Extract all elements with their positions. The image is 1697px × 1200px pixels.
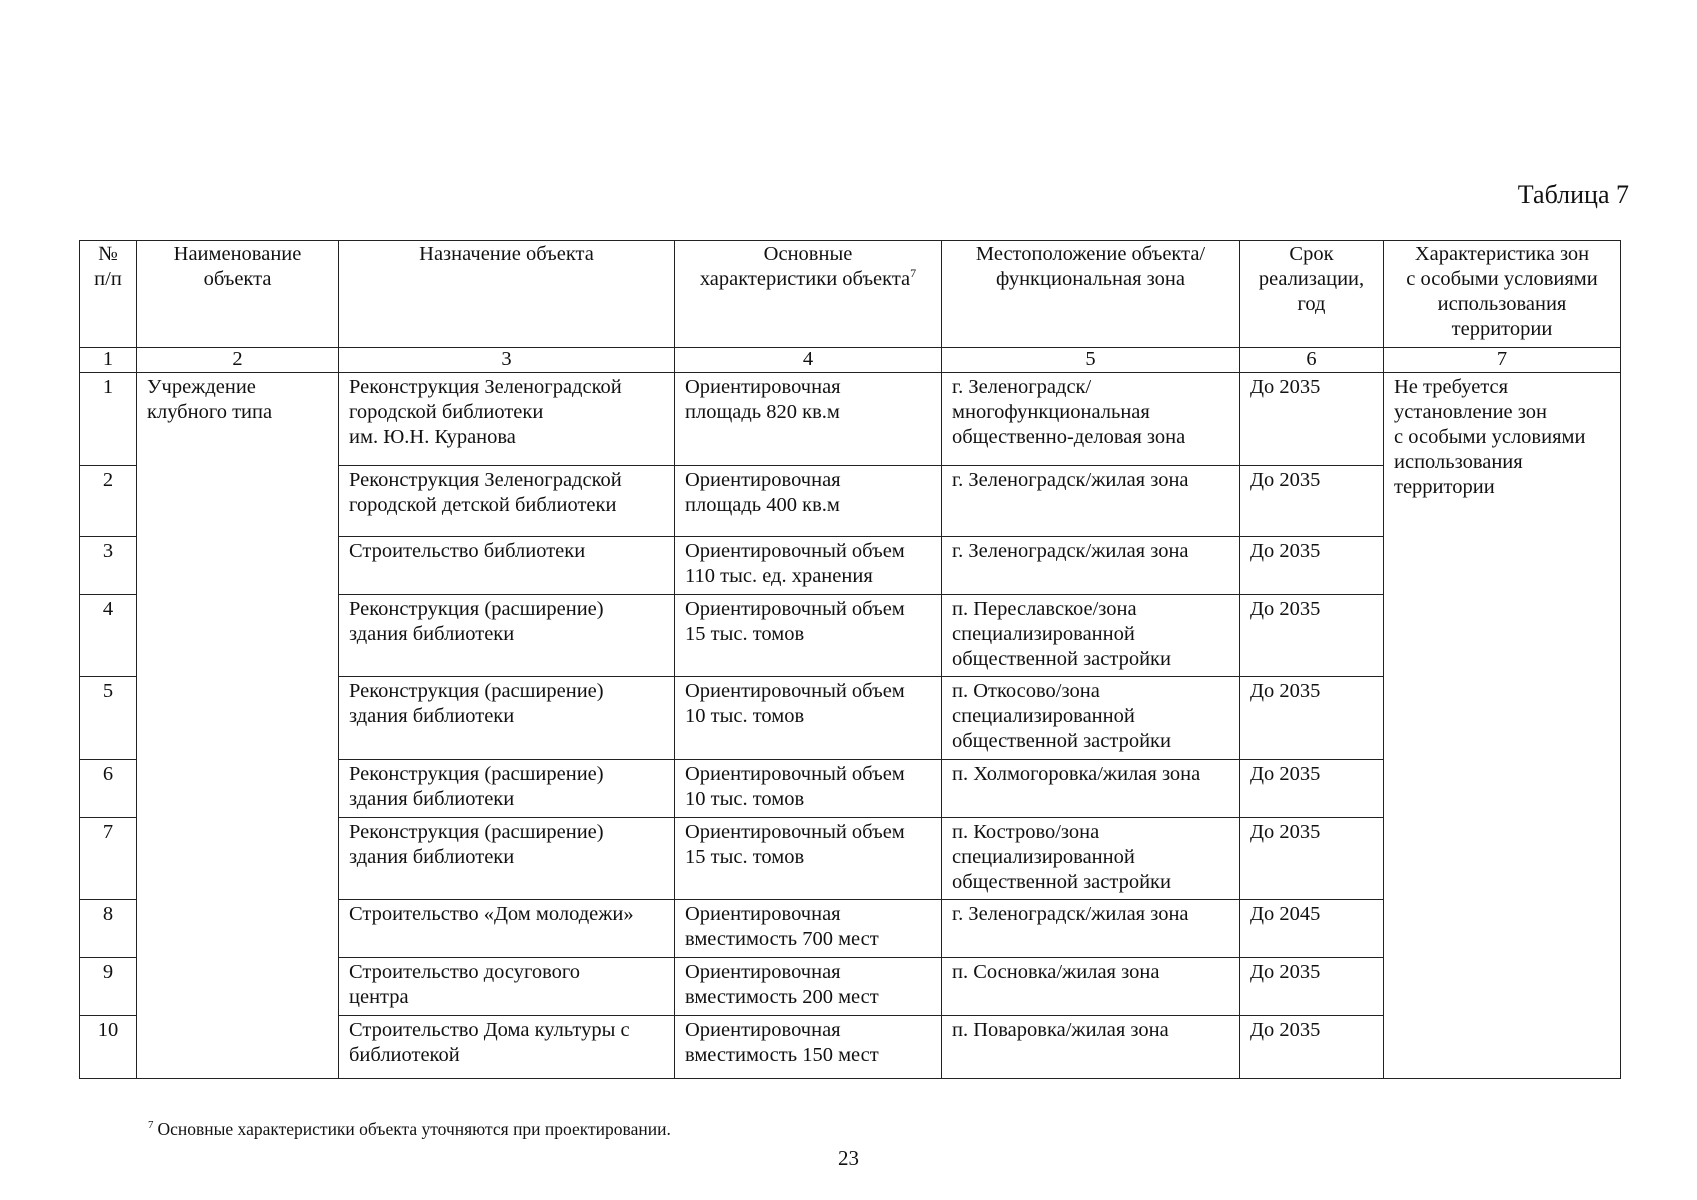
column-number: 7 xyxy=(1384,348,1621,373)
header-characteristics-footnote-ref: 7 xyxy=(910,266,917,281)
location-cell: г. Зеленоградск/ многофункциональная общественно-деловая зона xyxy=(942,373,1240,466)
term-cell: До 2035 xyxy=(1240,958,1384,1016)
column-number: 1 xyxy=(80,348,137,373)
characteristics-cell: Ориентировочный объем 10 тыс. томов xyxy=(675,760,942,818)
purpose-cell: Реконструкция (расширение) здания библиотеки xyxy=(339,760,675,818)
column-number: 5 xyxy=(942,348,1240,373)
column-number: 4 xyxy=(675,348,942,373)
purpose-cell: Строительство Дома культуры с библиотекой xyxy=(339,1016,675,1079)
characteristics-cell: Ориентировочный объем 10 тыс. томов xyxy=(675,677,942,760)
row-number: 3 xyxy=(80,537,137,595)
header-purpose: Назначение объекта xyxy=(339,241,675,348)
objects-table xyxy=(79,240,1621,1079)
header-row xyxy=(80,241,1621,348)
page-number: 23 xyxy=(838,1146,859,1170)
term-cell: До 2035 xyxy=(1240,1016,1384,1079)
purpose-cell: Строительство досугового центра xyxy=(339,958,675,1016)
purpose-cell: Реконструкция (расширение) здания библиотеки xyxy=(339,677,675,760)
row-number: 10 xyxy=(80,1016,137,1079)
term-cell: До 2035 xyxy=(1240,760,1384,818)
purpose-cell: Строительство «Дом молодежи» xyxy=(339,900,675,958)
zones-cell: Не требуется установление зон с особыми условиями использования территории xyxy=(1384,373,1621,1079)
row-number: 6 xyxy=(80,760,137,818)
table-caption: Таблица 7 xyxy=(1517,180,1629,209)
purpose-cell: Реконструкция Зеленоградской городской детской библиотеки xyxy=(339,466,675,537)
purpose-cell: Реконструкция (расширение) здания библиотеки xyxy=(339,595,675,677)
header-name: Наименование объекта xyxy=(137,241,339,348)
column-number: 2 xyxy=(137,348,339,373)
row-number: 2 xyxy=(80,466,137,537)
header-characteristics-text: Основные характеристики объекта xyxy=(699,243,911,290)
term-cell: До 2035 xyxy=(1240,466,1384,537)
row-number: 1 xyxy=(80,373,137,466)
term-cell: До 2045 xyxy=(1240,900,1384,958)
purpose-cell: Реконструкция (расширение) здания библиотеки xyxy=(339,818,675,900)
location-cell: п. Сосновка/жилая зона xyxy=(942,958,1240,1016)
column-number: 6 xyxy=(1240,348,1384,373)
characteristics-cell: Ориентировочная площадь 820 кв.м xyxy=(675,373,942,466)
row-number: 7 xyxy=(80,818,137,900)
header-location: Местоположение объекта/ функциональная зона xyxy=(942,241,1240,348)
term-cell: До 2035 xyxy=(1240,677,1384,760)
term-cell: До 2035 xyxy=(1240,595,1384,677)
characteristics-cell: Ориентировочный объем 15 тыс. томов xyxy=(675,595,942,677)
header-characteristics xyxy=(675,241,942,348)
footnote-marker: 7 xyxy=(148,1119,154,1131)
characteristics-cell: Ориентировочная вместимость 200 мест xyxy=(675,958,942,1016)
footnote xyxy=(148,1120,671,1138)
row-number: 5 xyxy=(80,677,137,760)
location-cell: п. Откосово/зона специализированной общественной застройки xyxy=(942,677,1240,760)
location-cell: г. Зеленоградск/жилая зона xyxy=(942,900,1240,958)
characteristics-cell: Ориентировочная площадь 400 кв.м xyxy=(675,466,942,537)
row-number: 9 xyxy=(80,958,137,1016)
header-zones: Характеристика зон с особыми условиями использования территории xyxy=(1384,241,1621,348)
characteristics-cell: Ориентировочный объем 110 тыс. ед. хранения xyxy=(675,537,942,595)
row-number: 8 xyxy=(80,900,137,958)
footnote-text: Основные характеристики объекта уточняются при проектировании. xyxy=(157,1118,671,1139)
term-cell: До 2035 xyxy=(1240,537,1384,595)
location-cell: г. Зеленоградск/жилая зона xyxy=(942,466,1240,537)
column-number: 3 xyxy=(339,348,675,373)
row-number: 4 xyxy=(80,595,137,677)
characteristics-cell: Ориентировочный объем 15 тыс. томов xyxy=(675,818,942,900)
location-cell: п. Кострово/зона специализированной общественной застройки xyxy=(942,818,1240,900)
table-row xyxy=(80,373,1621,466)
purpose-cell: Строительство библиотеки xyxy=(339,537,675,595)
characteristics-cell: Ориентировочная вместимость 700 мест xyxy=(675,900,942,958)
column-numbers-row xyxy=(80,348,1621,373)
term-cell: До 2035 xyxy=(1240,818,1384,900)
purpose-cell: Реконструкция Зеленоградской городской библиотеки им. Ю.Н. Куранова xyxy=(339,373,675,466)
location-cell: г. Зеленоградск/жилая зона xyxy=(942,537,1240,595)
location-cell: п. Холмогоровка/жилая зона xyxy=(942,760,1240,818)
term-cell: До 2035 xyxy=(1240,373,1384,466)
header-num: № п/п xyxy=(80,241,137,348)
object-name-cell: Учреждение клубного типа xyxy=(137,373,339,1079)
location-cell: п. Поваровка/жилая зона xyxy=(942,1016,1240,1079)
header-term: Срок реализации, год xyxy=(1240,241,1384,348)
location-cell: п. Переславское/зона специализированной общественной застройки xyxy=(942,595,1240,677)
characteristics-cell: Ориентировочная вместимость 150 мест xyxy=(675,1016,942,1079)
